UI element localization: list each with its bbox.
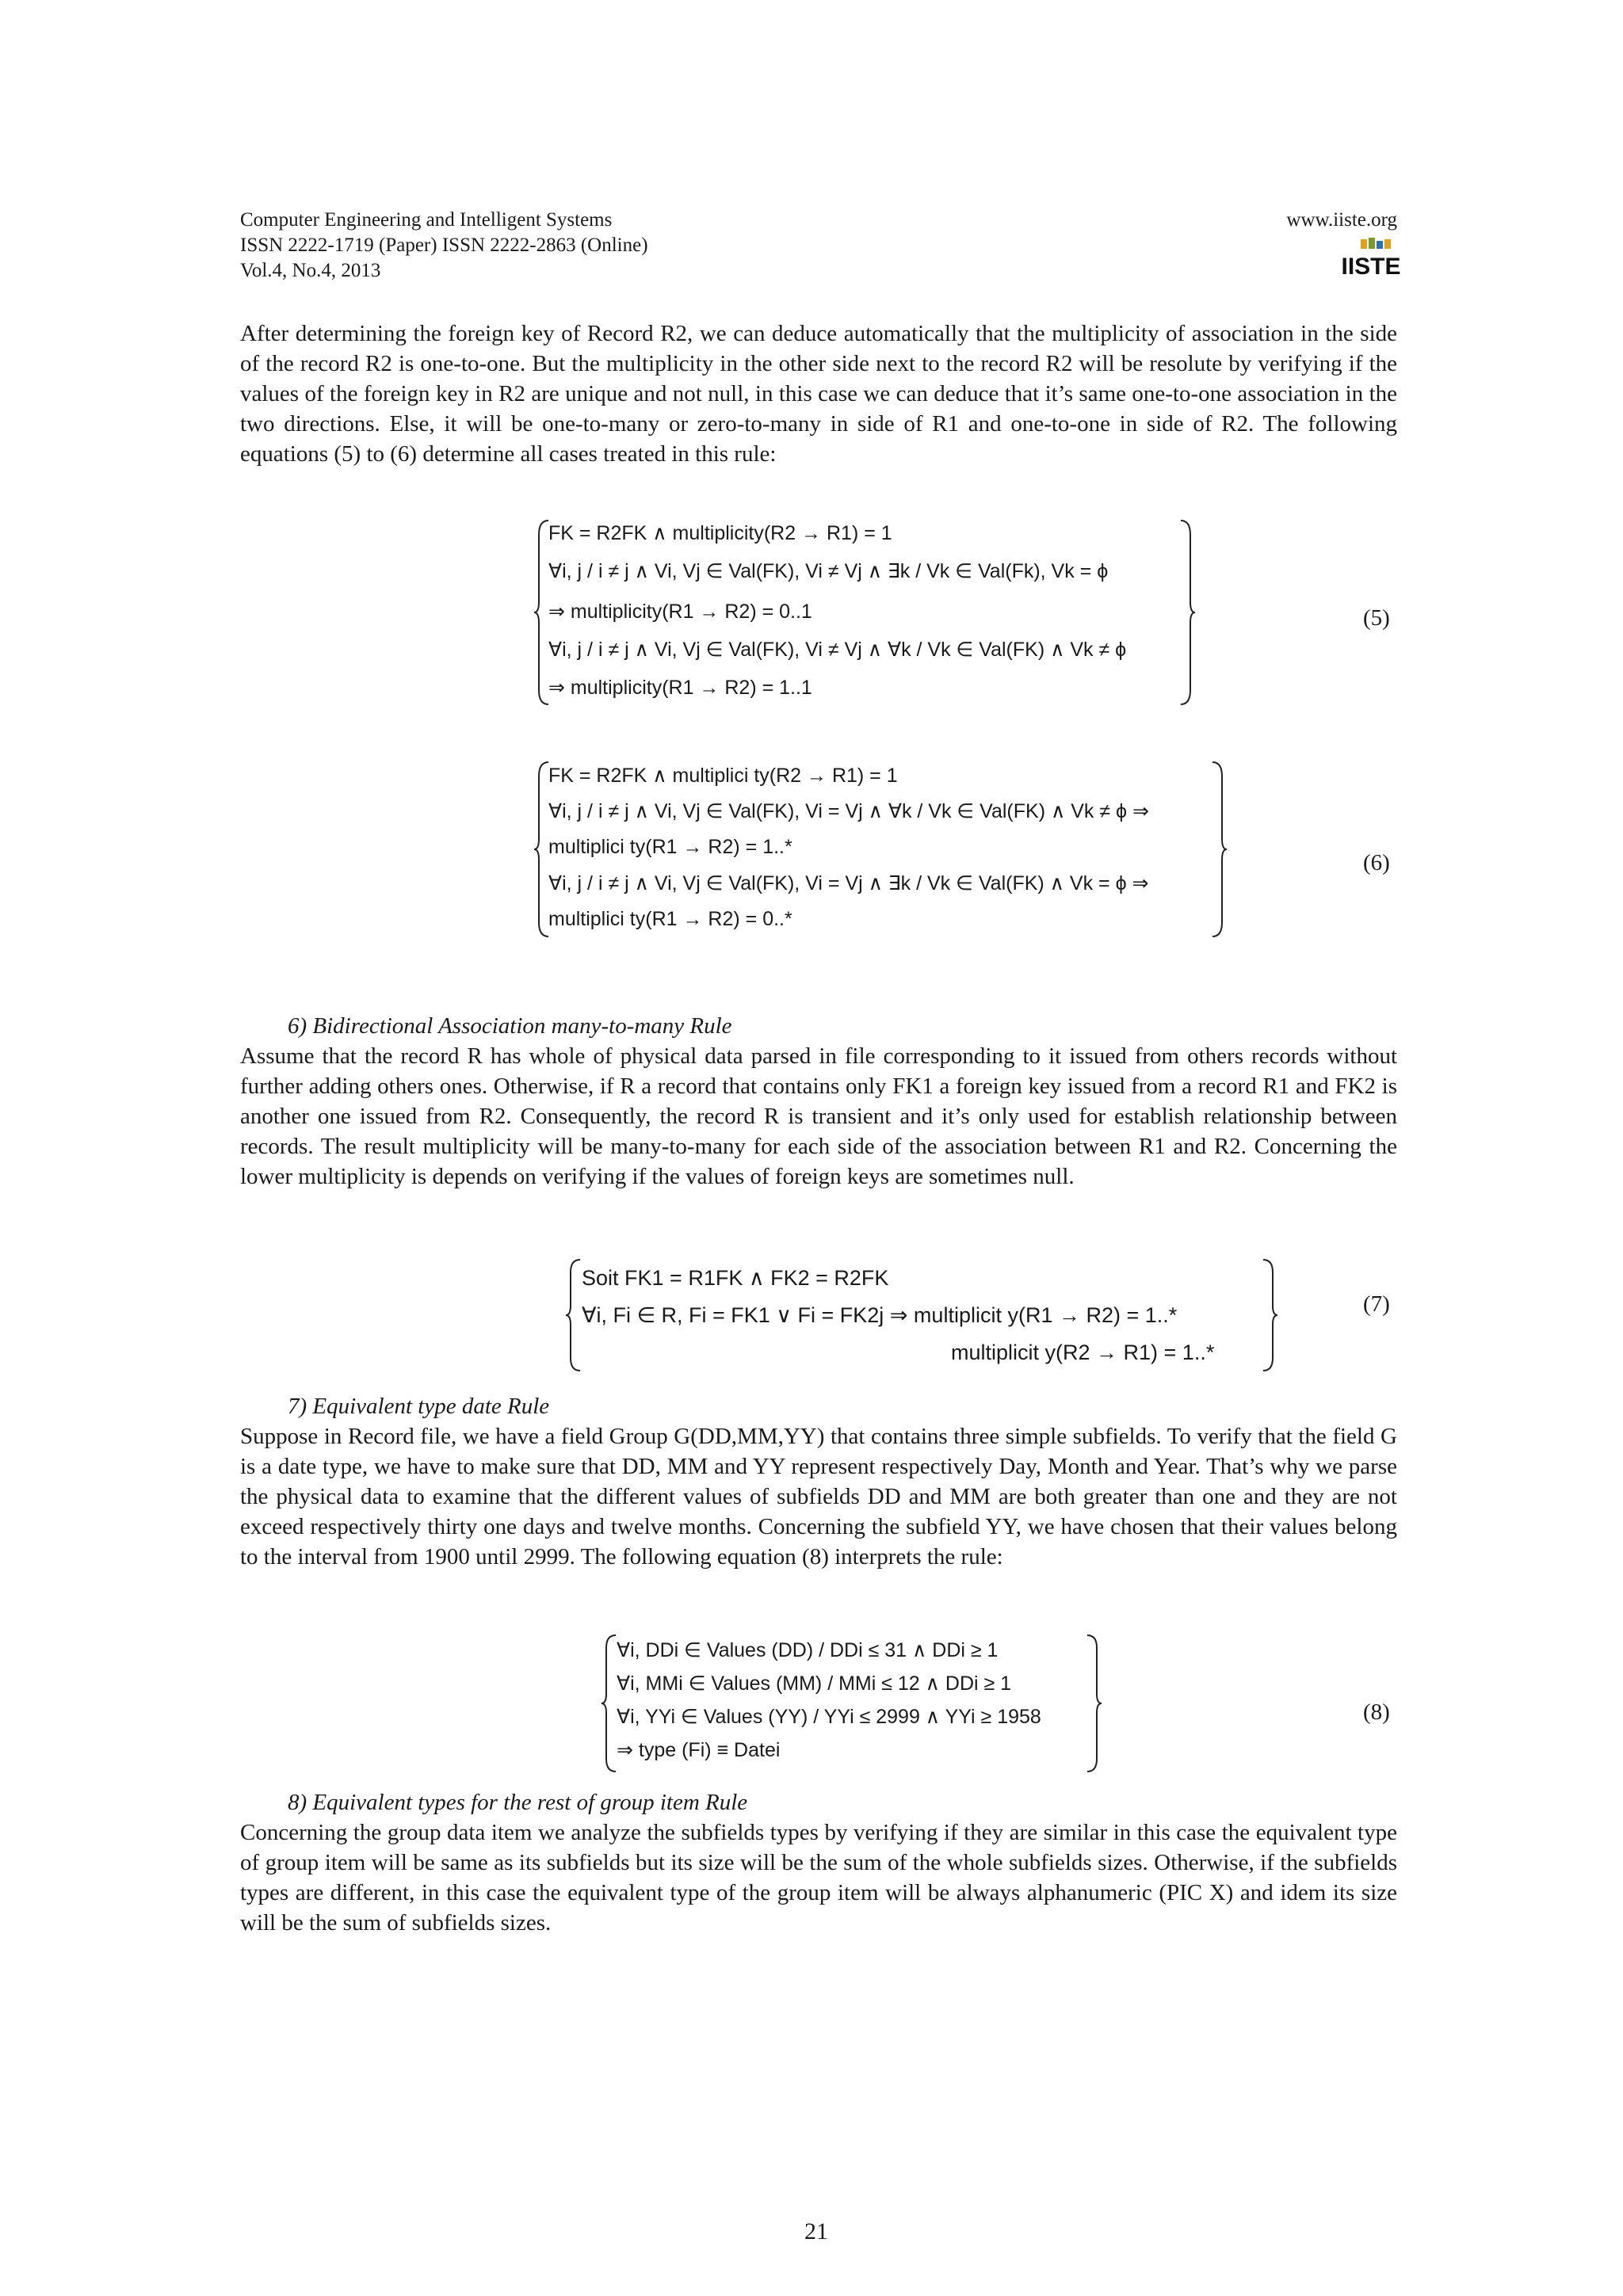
eq7-line-3: multiplicit y(R2 → R1) = 1..*	[951, 1341, 1215, 1364]
eq7-right-brace	[1262, 1258, 1279, 1372]
eq7-number: (7)	[1363, 1291, 1390, 1317]
eq7-line-1: Soit FK1 = R1FK ∧ FK2 = R2FK	[582, 1266, 889, 1290]
page-number: 21	[804, 2218, 828, 2245]
issn-line: ISSN 2222-1719 (Paper) ISSN 2222-2863 (Online)	[240, 235, 648, 256]
eq8-left-brace	[600, 1634, 617, 1773]
eq6-line-5: multiplici ty(R1 → R2) = 0..*	[548, 908, 792, 930]
intro-paragraph: After determining the foreign key of Record R2, we can deduce automatically that the multiplicity of association in the side of the record R2 is one-to-one. But the multiplicity in the other side next to the record R2 will be resolute by verifying if the values of the foreign key in R2 are unique and not null, in this case we can deduce that it’s same one-to-one association in the two directions. Else, it will be one-to-many or zero-to-many in side of R1 and one-to-one in side of R2. The following equations (5) to (6) determine all cases treated in this rule:	[240, 321, 1397, 467]
section-6-heading: 6) Bidirectional Association many-to-many Rule	[288, 1013, 732, 1039]
section-8-paragraph: Concerning the group data item we analyze the subfields types by verifying if they are similar in this case the equivalent type of group item will be same as its subfields but its size will be the sum of the whole subfields sizes. Otherwise, if the subfields types are different, in this case the equivalent type of the group item will be always alphanumeric (PIC X) and idem its size will be the sum of subfields sizes.	[240, 1820, 1397, 1936]
eq8-line-3: ∀i, YYi ∈ Values (YY) / YYi ≤ 2999 ∧ YYi ≥ 1958	[617, 1706, 1041, 1728]
section-6-paragraph: Assume that the record R has whole of physical data parsed in file corresponding to it issued from others records without further adding others ones. Otherwise, if R a record that contains only FK1 a foreign key issued from a record R1 and FK2 is another one issued from R2. Consequently, the record R is transient and it’s only used for establish relationship between records. The result multiplicity will be many-to-many for each side of the association between R1 and R2. Concerning the lower multiplicity is depends on verifying if the values of foreign keys are sometimes null.	[240, 1043, 1397, 1189]
journal-url[interactable]: www.iiste.org	[1286, 209, 1397, 231]
journal-title: Computer Engineering and Intelligent Systems	[240, 209, 613, 231]
eq8-number: (8)	[1363, 1699, 1390, 1725]
eq8-right-brace	[1086, 1634, 1103, 1773]
eq6-line-3: multiplici ty(R1 → R2) = 1..*	[548, 836, 792, 858]
eq6-line-4: ∀i, j / i ≠ j ∧ Vi, Vj ∈ Val(FK), Vi = Vj ∧ ∃k / Vk ∈ Val(FK) ∧ Vk = ϕ ⇒	[548, 872, 1149, 894]
section-7-heading: 7) Equivalent type date Rule	[288, 1394, 550, 1419]
section-7-paragraph: Suppose in Record file, we have a field Group G(DD,MM,YY) that contains three simple subfields. To verify that the field G is a date type, we have to make sure that DD, MM and YY represent respectively Day, Month and Year. That’s why we parse the physical data to examine that the different values of subfields DD and MM are both greater than one and they are not exceed respectively thirty one days and twelve months. Concerning the subfield YY, we have chosen that their values belong to the interval from 1900 until 2999. The following equation (8) interprets the rule:	[240, 1424, 1397, 1569]
eq5-left-brace	[533, 519, 550, 706]
eq8-line-1: ∀i, DDi ∈ Values (DD) / DDi ≤ 31 ∧ DDi ≥ 1	[617, 1639, 999, 1661]
svg-text:IISTE: IISTE	[1341, 254, 1401, 280]
eq6-number: (6)	[1363, 850, 1390, 875]
page-header	[240, 208, 1401, 284]
eq6-line-1: FK = R2FK ∧ multiplici ty(R2 → R1) = 1	[548, 765, 898, 787]
eq6-line-2: ∀i, j / i ≠ j ∧ Vi, Vj ∈ Val(FK), Vi = Vj ∧ ∀k / Vk ∈ Val(FK) ∧ Vk ≠ ϕ ⇒	[548, 800, 1149, 822]
volume-line: Vol.4, No.4, 2013	[240, 260, 381, 281]
eq7-line-2: ∀i, Fi ∈ R, Fi = FK1 ∨ Fi = FK2j ⇒ multiplicit y(R1 → R2) = 1..*	[582, 1303, 1178, 1327]
eq8-line-4: ⇒ type (Fi) ≡ Datei	[617, 1739, 781, 1761]
eq5-line-3: ⇒ multiplicity(R1 → R2) = 0..1	[548, 601, 812, 623]
eq5-line-1: FK = R2FK ∧ multiplicity(R2 → R1) = 1	[548, 522, 892, 544]
eq5-right-brace	[1179, 519, 1197, 706]
eq8-line-2: ∀i, MMi ∈ Values (MM) / MMi ≤ 12 ∧ DDi ≥ 1	[617, 1672, 1012, 1695]
section-8-heading: 8) Equivalent types for the rest of group item Rule	[288, 1790, 748, 1815]
eq6-left-brace	[533, 761, 550, 938]
eq5-line-2: ∀i, j / i ≠ j ∧ Vi, Vj ∈ Val(FK), Vi ≠ Vj ∧ ∃k / Vk ∈ Val(Fk), Vk = ϕ	[548, 560, 1109, 582]
eq5-line-4: ∀i, j / i ≠ j ∧ Vi, Vj ∈ Val(FK), Vi ≠ Vj ∧ ∀k / Vk ∈ Val(FK) ∧ Vk ≠ ϕ	[548, 639, 1127, 661]
eq6-right-brace	[1211, 761, 1228, 938]
eq5-line-5: ⇒ multiplicity(R1 → R2) = 1..1	[548, 677, 812, 699]
eq7-left-brace	[564, 1258, 582, 1372]
iiste-logo	[1341, 238, 1401, 280]
eq5-number: (5)	[1363, 605, 1390, 631]
